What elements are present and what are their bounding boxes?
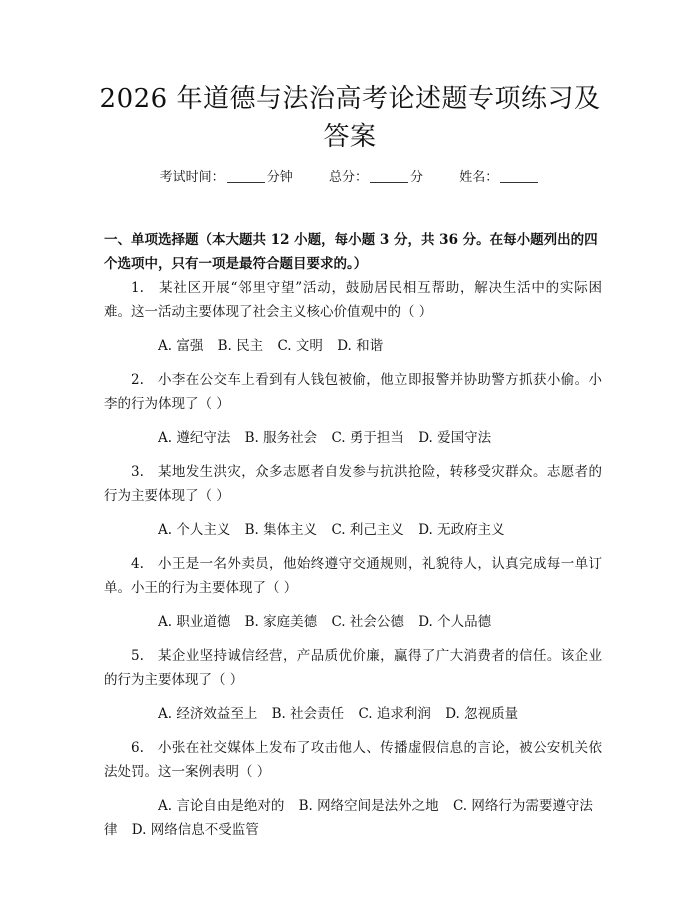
question-options xyxy=(104,702,602,726)
option-d: D. 无政府主义 xyxy=(418,522,505,538)
question-list xyxy=(104,276,602,852)
question-stem xyxy=(104,276,602,324)
option-a: A. 职业道德 xyxy=(158,614,231,630)
exam-info xyxy=(0,168,700,188)
question-number: 2. xyxy=(131,372,144,388)
question-options xyxy=(104,518,602,542)
option-d: D. 和谐 xyxy=(337,338,384,354)
option-c: C. 网络行为需要遵守法律 xyxy=(104,798,593,838)
option-b: B. 服务社会 xyxy=(244,430,318,446)
question-options xyxy=(104,334,602,358)
exam-time-label: 考试时间： xyxy=(159,170,225,185)
question-number: 5. xyxy=(131,648,144,664)
question-number: 1. xyxy=(131,280,144,296)
question-text: 某地发生洪灾，众多志愿者自发参与抗洪抢险，转移受灾群众。志愿者的行为主要体现了（ ） xyxy=(104,464,603,504)
option-c: C. 追求利润 xyxy=(358,706,431,722)
question-number: 4. xyxy=(131,556,144,572)
option-c: C. 社会公德 xyxy=(331,614,404,630)
name-blank xyxy=(500,168,538,183)
option-c: C. 文明 xyxy=(277,338,323,354)
option-c: C. 勇于担当 xyxy=(331,430,404,446)
question-stem xyxy=(104,552,602,600)
total-score-label: 总分： xyxy=(328,170,368,185)
question-text: 某社区开展“邻里守望”活动，鼓励居民相互帮助，解决生活中的实际困难。这一活动主要体现了社会主义核心价值观中的（ ） xyxy=(104,280,603,320)
option-b: B. 社会责任 xyxy=(271,706,345,722)
question-text: 小王是一名外卖员，他始终遵守交通规则，礼貌待人，认真完成每一单订单。小王的行为主要体现了（ ） xyxy=(104,556,603,596)
question-number: 3. xyxy=(131,464,144,480)
option-d: D. 个人品德 xyxy=(418,614,492,630)
question-item xyxy=(104,368,602,450)
option-c: C. 利己主义 xyxy=(331,522,404,538)
option-a: A. 遵纪守法 xyxy=(158,430,231,446)
question-stem xyxy=(104,736,602,784)
option-a: A. 言论自由是绝对的 xyxy=(158,798,285,814)
option-a: A. 经济效益至上 xyxy=(158,706,258,722)
question-item xyxy=(104,736,602,842)
question-options xyxy=(104,794,602,842)
question-text: 某企业坚持诚信经营，产品质优价廉，赢得了广大消费者的信任。该企业的行为主要体现了（ ） xyxy=(104,648,603,688)
name-label: 姓名： xyxy=(459,170,499,185)
total-score-blank xyxy=(370,168,408,183)
question-text: 小张在社交媒体上发布了攻击他人、传播虚假信息的言论，被公安机关依法处罚。这一案例表明（ ） xyxy=(104,740,603,780)
question-item xyxy=(104,460,602,542)
exam-time-blank xyxy=(227,168,265,183)
question-item xyxy=(104,552,602,634)
question-options xyxy=(104,426,602,450)
option-b: B. 集体主义 xyxy=(244,522,318,538)
question-text: 小李在公交车上看到有人钱包被偷，他立即报警并协助警方抓获小偷。小李的行为体现了（ ） xyxy=(104,372,603,412)
question-item xyxy=(104,644,602,726)
option-d: D. 爱国守法 xyxy=(418,430,492,446)
option-a: A. 个人主义 xyxy=(158,522,231,538)
option-d: D. 忽视质量 xyxy=(445,706,519,722)
question-stem xyxy=(104,460,602,508)
question-options xyxy=(104,610,602,634)
option-d: D. 网络信息不受监管 xyxy=(131,822,259,838)
section-heading: 一、单项选择题（本大题共 12 小题，每小题 3 分，共 36 分。在每小题列出的四个选项中，只有一项是最符合题目要求的。） xyxy=(104,232,598,272)
question-number: 6. xyxy=(131,740,144,756)
document-title: 2026 年道德与法治高考论述题专项练习及答案 xyxy=(99,84,601,152)
question-item xyxy=(104,276,602,358)
option-b: B. 网络空间是法外之地 xyxy=(298,798,439,814)
option-b: B. 民主 xyxy=(217,338,264,354)
exam-time-unit: 分钟 xyxy=(266,170,293,185)
option-b: B. 家庭美德 xyxy=(244,614,318,630)
option-a: A. 富强 xyxy=(158,338,204,354)
total-score-unit: 分 xyxy=(410,170,424,185)
question-stem xyxy=(104,644,602,692)
question-stem xyxy=(104,368,602,416)
